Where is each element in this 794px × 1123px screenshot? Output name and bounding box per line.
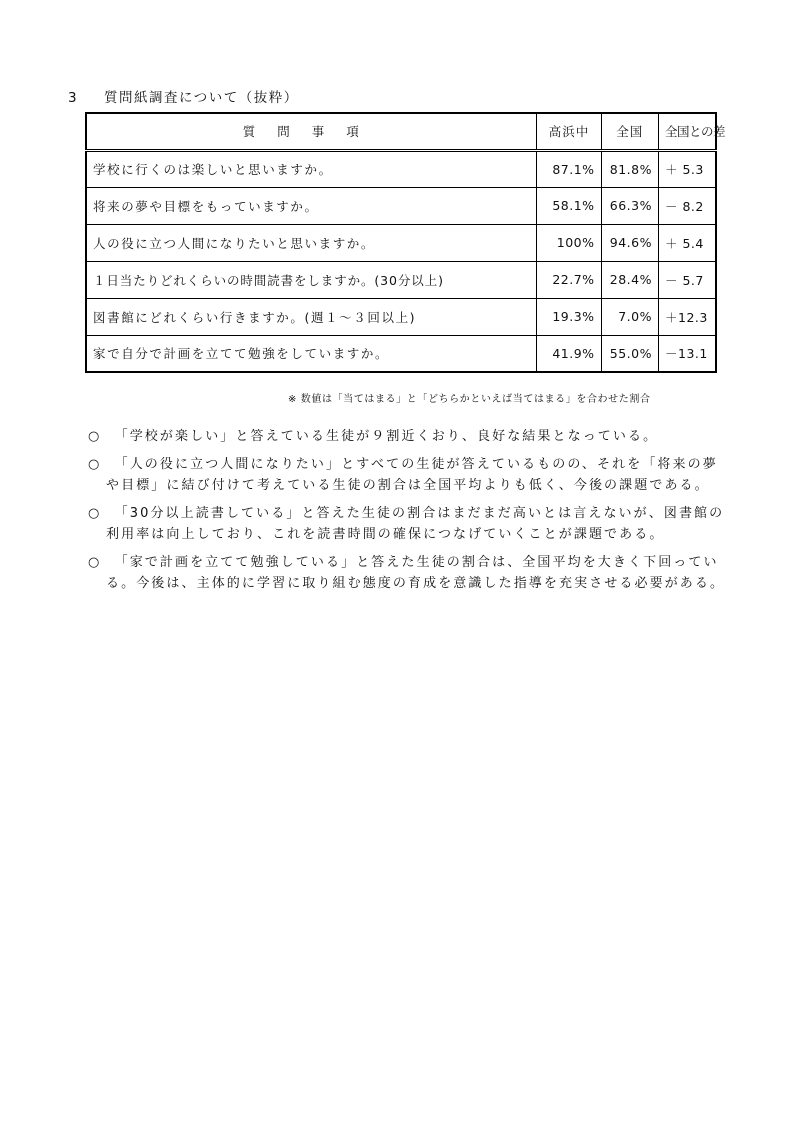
question-cell: 家で自分で計画を立てて勉強をしていますか。: [86, 335, 537, 372]
table-note: ※ 数値は「当てはまる」と「どちらかといえば当てはまる」を合わせた割合: [288, 394, 651, 405]
question-cell: 将来の夢や目標をもっていますか。: [86, 187, 537, 224]
question-cell: 人の役に立つ人間になりたいと思いますか。: [86, 224, 537, 261]
finding-text: 「家で計画を立てて勉強している」と答えた生徒の割合は、全国平均を大きく下回っている。今後は、主体的に学習に取り組む態度の育成を意識した指導を充実させる必要がある。: [106, 555, 726, 591]
section-title: 質問紙調査について（抜粋）: [104, 90, 299, 106]
takahama-value: 19.3%: [537, 298, 601, 335]
list-item: [88, 426, 728, 447]
table-row: [86, 150, 716, 187]
table-row: [86, 335, 716, 372]
header-takahama: 高浜中: [537, 113, 601, 150]
difference-value: － 5.7: [659, 261, 717, 298]
circle-bullet-icon: ○: [88, 506, 102, 521]
table-header-row: [86, 113, 716, 150]
table-row: [86, 261, 716, 298]
difference-value: － 8.2: [659, 187, 717, 224]
header-question: 質問事項: [86, 113, 537, 150]
finding-text: 「30分以上読書している」と答えた生徒の割合はまだまだ高いとは言えないが、図書館の利用率は向上しており、これを読書時間の確保につなげていくことが課題である。: [106, 506, 725, 542]
takahama-value: 58.1%: [537, 187, 601, 224]
difference-value: ＋ 5.3: [659, 150, 717, 187]
national-value: 81.8%: [601, 150, 658, 187]
national-value: 94.6%: [601, 224, 658, 261]
difference-value: ＋ 5.4: [659, 224, 717, 261]
circle-bullet-icon: ○: [88, 429, 102, 444]
list-item: [88, 454, 728, 496]
takahama-value: 41.9%: [537, 335, 601, 372]
findings-list: [88, 426, 728, 601]
table-row: [86, 224, 716, 261]
list-item: [88, 503, 728, 545]
section-number: 3: [68, 90, 79, 106]
takahama-value: 100%: [537, 224, 601, 261]
difference-value: －13.1: [659, 335, 717, 372]
difference-value: ＋12.3: [659, 298, 717, 335]
list-item: [88, 552, 728, 594]
section-heading: [68, 86, 299, 106]
takahama-value: 87.1%: [537, 150, 601, 187]
table-row: [86, 187, 716, 224]
finding-text: 「学校が楽しい」と答えている生徒が９割近くおり、良好な結果となっている。: [106, 429, 659, 444]
question-cell: 学校に行くのは楽しいと思いますか。: [86, 150, 537, 187]
circle-bullet-icon: ○: [88, 555, 102, 570]
national-value: 7.0%: [601, 298, 658, 335]
survey-table: [85, 112, 726, 373]
national-value: 55.0%: [601, 335, 658, 372]
national-value: 28.4%: [601, 261, 658, 298]
circle-bullet-icon: ○: [88, 457, 102, 472]
table-row: [86, 298, 716, 335]
question-cell: １日当たりどれくらいの時間読書をしますか。(30分以上): [86, 261, 537, 298]
header-national: 全国: [601, 113, 658, 150]
national-value: 66.3%: [601, 187, 658, 224]
takahama-value: 22.7%: [537, 261, 601, 298]
question-cell: 図書館にどれくらい行きますか。(週１～３回以上): [86, 298, 537, 335]
header-difference: 全国との差: [659, 113, 717, 150]
finding-text: 「人の役に立つ人間になりたい」とすべての生徒が答えているものの、それを「将来の夢や目標」に結び付けて考えている生徒の割合は全国平均よりも低く、今後の課題である。: [106, 457, 718, 493]
